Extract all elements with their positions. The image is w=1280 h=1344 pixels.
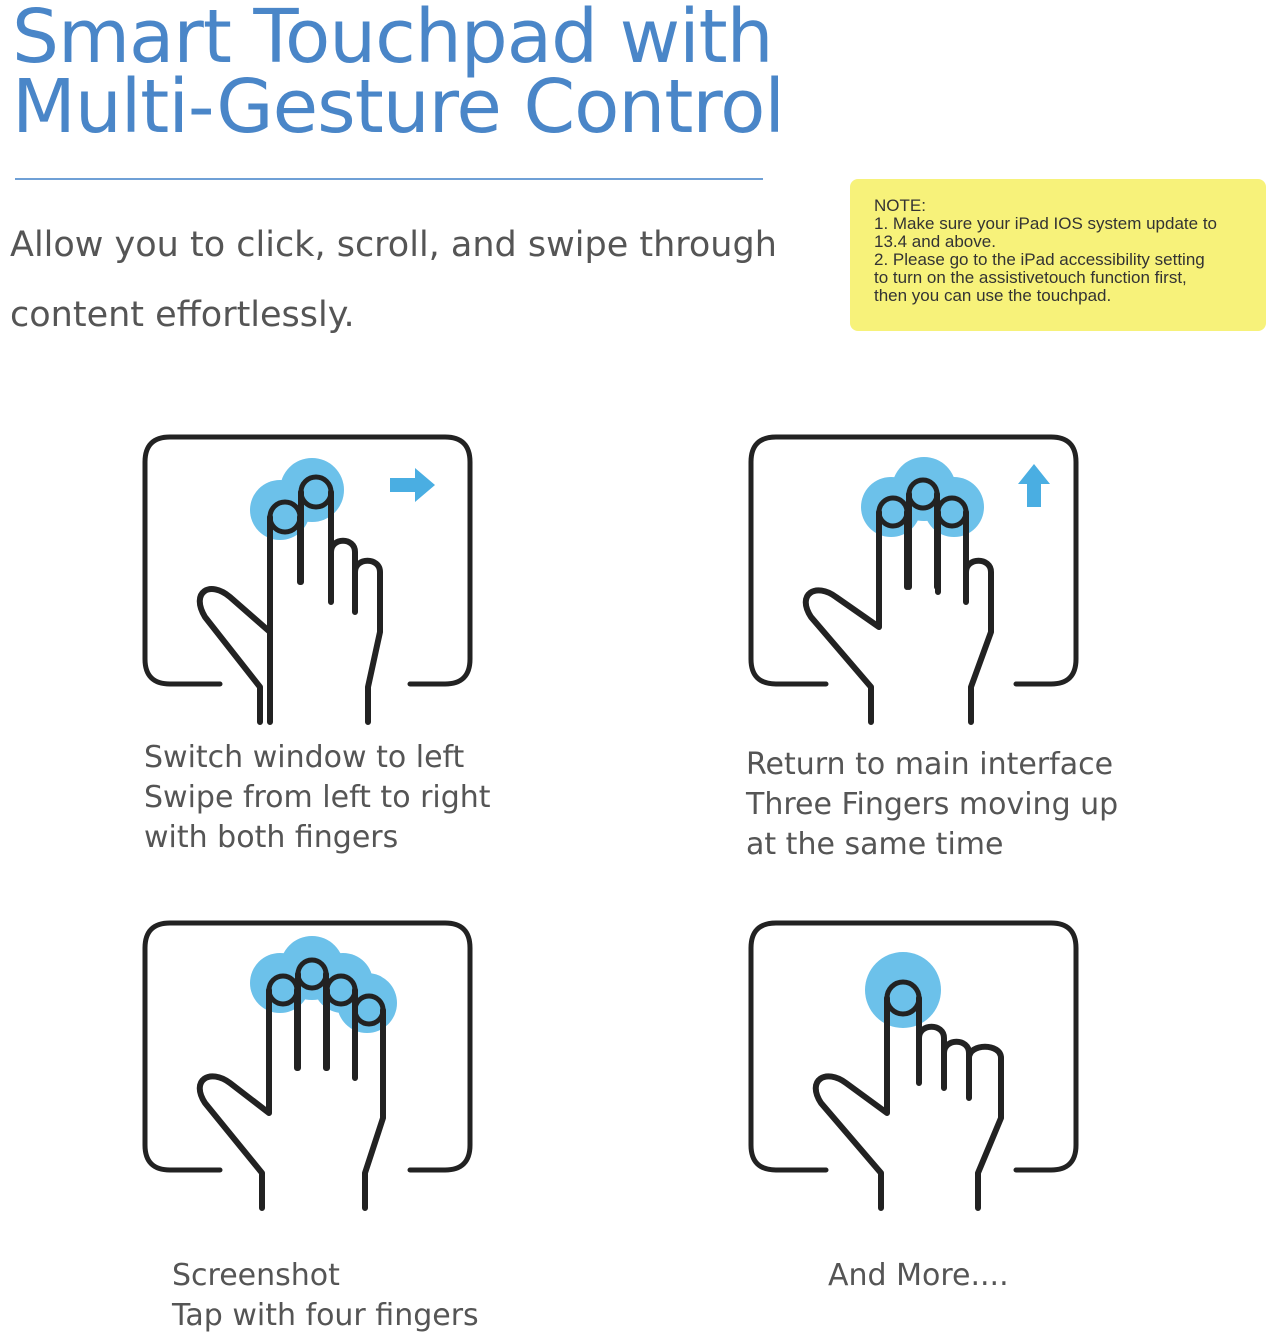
page-title	[12, 0, 784, 150]
note-line-1: 1. Make sure your iPad IOS system update to	[874, 214, 1217, 233]
caption-line: Tap with four fingers	[172, 1298, 479, 1333]
one-finger-tap-icon	[746, 918, 1086, 1218]
note-line-5: then you can use the touchpad.	[874, 286, 1112, 305]
three-finger-swipe-up-icon	[746, 432, 1086, 732]
title-line-1: Smart Touchpad with	[12, 0, 773, 80]
note-heading: NOTE:	[874, 196, 926, 215]
caption-line: Swipe from left to right	[144, 780, 491, 815]
caption-line: with both fingers	[144, 820, 399, 855]
subtitle-line-1: Allow you to click, scroll, and swipe through	[10, 225, 777, 265]
note-box	[850, 179, 1266, 331]
subtitle	[10, 210, 810, 350]
subtitle-line-2: content effortlessly.	[10, 295, 355, 335]
note-line-3: 2. Please go to the iPad accessibility setting	[874, 250, 1205, 269]
caption-line: And More....	[828, 1258, 1009, 1293]
caption-return-main	[746, 745, 1118, 865]
caption-switch-window	[144, 738, 491, 858]
title-divider	[15, 178, 763, 180]
caption-line: Screenshot	[172, 1258, 340, 1293]
note-line-4: to turn on the assistivetouch function first,	[874, 268, 1187, 287]
caption-line: at the same time	[746, 827, 1004, 862]
caption-line: Three Fingers moving up	[746, 787, 1119, 822]
four-finger-tap-icon	[140, 918, 480, 1218]
caption-screenshot	[172, 1256, 479, 1336]
caption-line: Switch window to left	[144, 740, 465, 775]
title-line-2: Multi-Gesture Control	[12, 64, 784, 150]
two-finger-swipe-right-icon	[140, 432, 480, 732]
caption-and-more	[828, 1256, 1009, 1296]
caption-line: Return to main interface	[746, 747, 1114, 782]
note-line-2: 13.4 and above.	[874, 232, 996, 251]
